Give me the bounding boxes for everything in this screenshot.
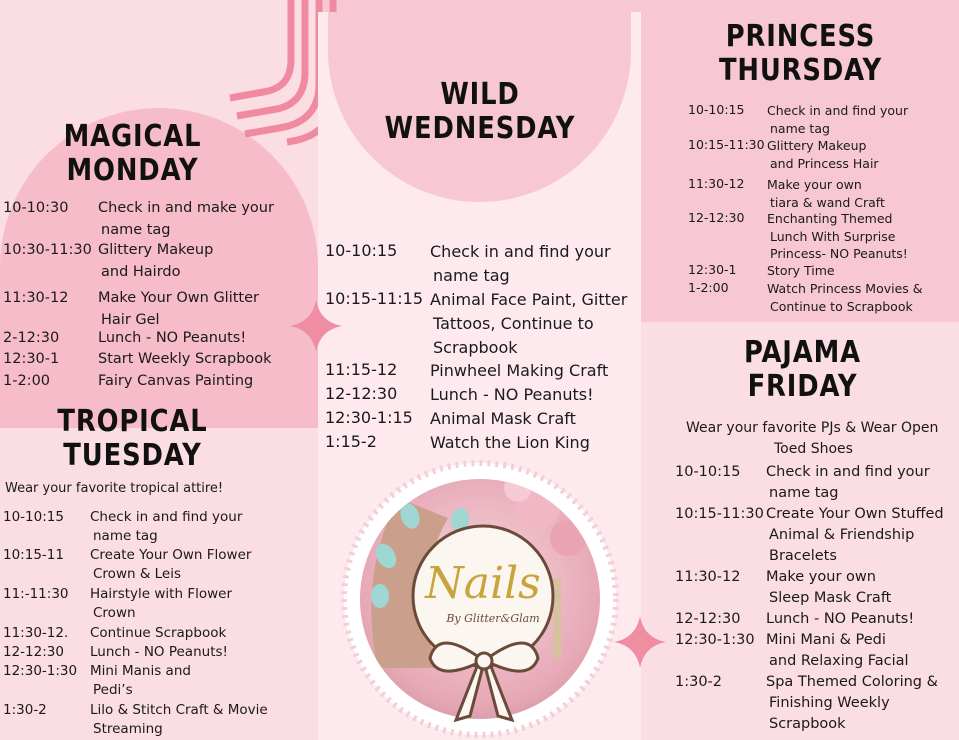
schedule-time: 10-10:30 [3, 200, 69, 216]
schedule-activity: Streaming [93, 721, 163, 737]
schedule-activity: Lilo & Stitch Craft & Movie [90, 702, 268, 718]
schedule-activity: Bracelets [769, 548, 837, 564]
schedule-activity: Hair Gel [101, 312, 160, 328]
schedule-time: 12-12:30 [3, 644, 64, 660]
schedule-activity: Princess- NO Peanuts! [770, 246, 908, 261]
schedule-activity: Spa Themed Coloring & [766, 674, 938, 690]
schedule-activity: Check in and find your [90, 509, 243, 525]
schedule-activity: Check in and make your [98, 200, 274, 216]
schedule-activity: Lunch - NO Peanuts! [430, 385, 594, 404]
schedule-activity: Sleep Mask Craft [769, 590, 892, 606]
monday-title [36, 120, 230, 187]
friday-title [706, 336, 900, 403]
schedule-activity: Lunch - NO Peanuts! [98, 330, 247, 346]
schedule-activity: Animal & Friendship [769, 527, 915, 543]
schedule-time: 10-10:15 [675, 464, 741, 480]
monday-title-line1: MAGICAL [63, 119, 202, 154]
schedule-activity: Watch Princess Movies & [767, 281, 923, 296]
schedule-activity: Lunch - NO Peanuts! [766, 611, 915, 627]
schedule-time: 1-2:00 [3, 373, 51, 389]
schedule-activity: Check in and find your [766, 464, 930, 480]
schedule-time: 11:30-12 [675, 569, 741, 585]
schedule-activity: and Hairdo [101, 264, 181, 280]
schedule-time: 12:30-1:15 [325, 408, 413, 427]
schedule-activity: Mini Mani & Pedi [766, 632, 886, 648]
schedule-time: 10:15-11 [3, 547, 64, 563]
schedule-activity: Watch the Lion King [430, 433, 590, 452]
schedule-activity: name tag [93, 528, 158, 544]
wednesday-title [381, 78, 579, 145]
schedule-time: 11:30-12 [688, 176, 745, 191]
schedule-time: 10:15-11:30 [675, 506, 764, 522]
schedule-time: 11:30-12. [3, 625, 69, 641]
tuesday-title-line1: TROPICAL [57, 404, 208, 439]
schedule-activity: Finishing Weekly [769, 695, 890, 711]
logo-word: Nails [425, 558, 541, 609]
wednesday-title-line2: WEDNESDAY [384, 110, 576, 146]
schedule-activity: Pinwheel Making Craft [430, 361, 609, 380]
thursday-title-line1: PRINCESS [725, 19, 876, 54]
schedule-activity: Tattoos, Continue to [433, 314, 594, 333]
schedule-activity: Lunch - NO Peanuts! [90, 644, 228, 660]
schedule-activity: Scrapbook [769, 716, 846, 732]
friday-note-line1: Wear your favorite PJs & Wear Open [686, 420, 939, 436]
schedule-time: 12-12:30 [688, 210, 745, 225]
schedule-time: 12:30-1:30 [3, 663, 78, 679]
schedule-time: 10:30-11:30 [3, 242, 92, 258]
schedule-activity: and Princess Hair [770, 155, 879, 171]
schedule-activity: Check in and find your [430, 242, 611, 261]
schedule-time: 12:30-1 [3, 351, 60, 367]
friday-title-line1: PAJAMA [744, 335, 861, 370]
schedule-activity: Make your own [767, 177, 862, 192]
schedule-activity: Start Weekly Scrapbook [98, 351, 272, 367]
schedule-activity: Story Time [767, 263, 835, 278]
schedule-activity: tiara & wand Craft [770, 194, 885, 210]
schedule-activity: name tag [433, 266, 510, 285]
schedule-activity: Create Your Own Stuffed [766, 506, 944, 522]
schedule-time: 12-12:30 [675, 611, 741, 627]
thursday-title-line2: THURSDAY [718, 52, 883, 88]
friday-note-line2: Toed Shoes [774, 441, 853, 457]
schedule-activity: Scrapbook [433, 338, 518, 357]
schedule-time: 10-10:15 [3, 509, 64, 525]
schedule-time: 2-12:30 [3, 330, 60, 346]
schedule-activity: Mini Manis and [90, 663, 191, 679]
schedule-time: 1-2:00 [688, 280, 729, 295]
nails-logo-image [338, 458, 622, 740]
schedule-activity: Continue to Scrapbook [770, 298, 913, 314]
schedule-activity: Animal Mask Craft [430, 409, 576, 428]
tuesday-title [36, 405, 230, 472]
wednesday-title-line1: WILD [440, 77, 520, 112]
schedule-time: 10:15-11:15 [325, 289, 423, 308]
schedule-activity: and Relaxing Facial [769, 653, 909, 669]
schedule-activity: Enchanting Themed [767, 211, 893, 226]
schedule-time: 1:30-2 [3, 702, 47, 718]
schedule-activity: Crown [93, 605, 136, 621]
schedule-activity: name tag [770, 120, 830, 136]
schedule-time: 11:-11:30 [3, 586, 69, 602]
schedule-time: 10-10:15 [688, 102, 745, 117]
monday-title-line2: MONDAY [66, 152, 199, 188]
tuesday-note: Wear your favorite tropical attire! [5, 481, 224, 496]
schedule-activity: Fairy Canvas Painting [98, 373, 254, 389]
schedule-time: 12:30-1 [688, 262, 737, 277]
schedule-time: 12:30-1:30 [675, 632, 755, 648]
schedule-activity: Crown & Leis [93, 566, 182, 582]
schedule-activity: name tag [101, 222, 171, 238]
friday-title-line2: FRIDAY [747, 368, 858, 404]
schedule-activity: Create Your Own Flower [90, 547, 252, 563]
schedule-activity: Hairstyle with Flower [90, 586, 232, 602]
schedule-time: 11:15-12 [325, 360, 398, 379]
schedule-activity: Make your own [766, 569, 876, 585]
schedule-activity: Animal Face Paint, Gitter [430, 290, 628, 309]
schedule-time: 11:30-12 [3, 290, 69, 306]
tuesday-title-line2: TUESDAY [63, 437, 202, 473]
logo-tagline: By Glitter&Glam [446, 612, 540, 625]
schedule-time: 1:15-2 [325, 432, 377, 451]
schedule-time: 10-10:15 [325, 241, 398, 260]
schedule-activity: Lunch With Surprise [770, 228, 896, 244]
schedule-activity: Pedi’s [93, 682, 133, 698]
schedule-time: 10:15-11:30 [688, 137, 765, 152]
schedule-activity: Make Your Own Glitter [98, 290, 259, 306]
schedule-time: 1:30-2 [675, 674, 723, 690]
schedule-activity: Continue Scrapbook [90, 625, 227, 641]
schedule-activity: name tag [769, 485, 839, 501]
schedule-activity: Check in and find your [767, 103, 909, 118]
schedule-activity: Glittery Makeup [98, 242, 214, 258]
thursday-title [704, 20, 898, 87]
schedule-activity: Glittery Makeup [767, 138, 867, 153]
schedule-time: 12-12:30 [325, 384, 398, 403]
